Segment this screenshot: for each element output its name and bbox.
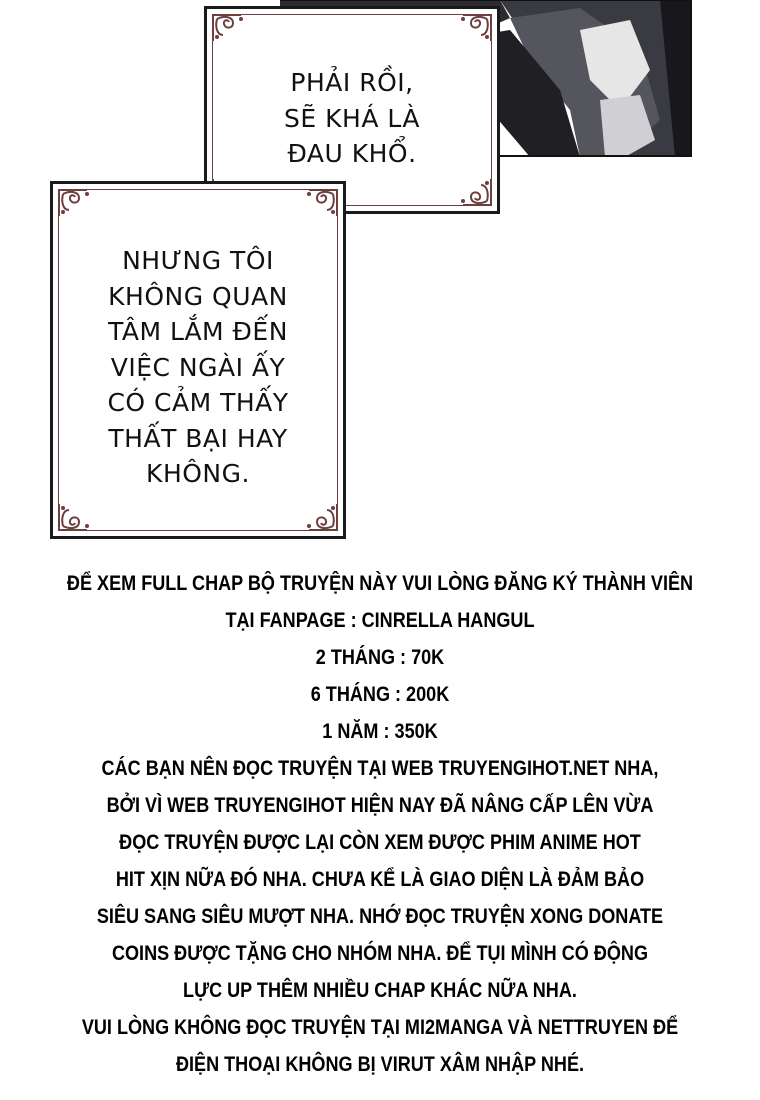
translator-promo-note — [53, 565, 707, 1083]
corner-ornament-icon — [57, 188, 101, 218]
corner-ornament-icon — [449, 13, 493, 43]
caption-line: TÂM LẮM ĐẾN — [108, 317, 288, 346]
promo-line: VUI LÒNG KHÔNG ĐỌC TRUYỆN TẠI MI2MANGA VÀ NETTRUYEN ĐỂ — [81, 1016, 679, 1039]
corner-ornament-icon — [211, 13, 255, 43]
caption-line: KHÔNG QUAN — [108, 281, 288, 311]
promo-line: LỰC UP THÊM NHIỀU CHAP KHÁC NỮA NHA. — [183, 979, 577, 1002]
caption-line: NHƯNG TÔI — [122, 246, 274, 275]
promo-line: ĐỌC TRUYỆN ĐƯỢC LẠI CÒN XEM ĐƯỢC PHIM ANIME HOT — [119, 831, 641, 854]
promo-line: ĐIỆN THOẠI KHÔNG BỊ VIRUT XÂM NHẬP NHÉ. — [175, 1053, 585, 1076]
corner-ornament-icon — [449, 177, 493, 207]
caption-text-bottom — [53, 243, 343, 492]
promo-line: 2 THÁNG : 70K — [315, 646, 445, 669]
caption-line: PHẢI RỒI, — [290, 68, 414, 97]
corner-ornament-icon — [57, 502, 101, 532]
corner-ornament-icon — [295, 188, 339, 218]
caption-line: ĐAU KHỔ. — [287, 139, 417, 168]
caption-line: SẼ KHÁ LÀ — [284, 103, 420, 133]
caption-box-bottom — [50, 181, 346, 539]
caption-line: CÓ CẢM THẤY — [107, 388, 289, 417]
promo-line: 6 THÁNG : 200K — [310, 683, 450, 706]
promo-line: TẠI FANPAGE : CINRELLA HANGUL — [225, 609, 535, 632]
caption-line: THẤT BẠI HAY — [108, 423, 288, 453]
promo-line: COINS ĐƯỢC TẶNG CHO NHÓM NHA. ĐỂ TỤI MÌNH CÓ ĐỘNG — [111, 942, 649, 965]
promo-line: HIT XỊN NỮA ĐÓ NHA. CHƯA KỂ LÀ GIAO DIỆN LÀ ĐẢM BẢO — [115, 868, 645, 891]
promo-line: 1 NĂM : 350K — [322, 720, 438, 743]
promo-line: CÁC BẠN NÊN ĐỌC TRUYỆN TẠI WEB TRUYENGIHOT.NET NHA, — [101, 757, 659, 780]
caption-text-top — [207, 65, 497, 172]
corner-ornament-icon — [295, 502, 339, 532]
promo-line: SIÊU SANG SIÊU MƯỢT NHA. NHỚ ĐỌC TRUYỆN XONG DONATE — [96, 905, 664, 928]
caption-line: KHÔNG. — [146, 459, 250, 488]
promo-line: BỞI VÌ WEB TRUYENGIHOT HIỆN NAY ĐÃ NÂNG CẤP LÊN VỪA — [106, 794, 654, 817]
promo-line: ĐỂ XEM FULL CHAP BỘ TRUYỆN NÀY VUI LÒNG ĐĂNG KÝ THÀNH VIÊN — [66, 572, 694, 595]
caption-line: VIỆC NGÀI ẤY — [110, 352, 286, 382]
